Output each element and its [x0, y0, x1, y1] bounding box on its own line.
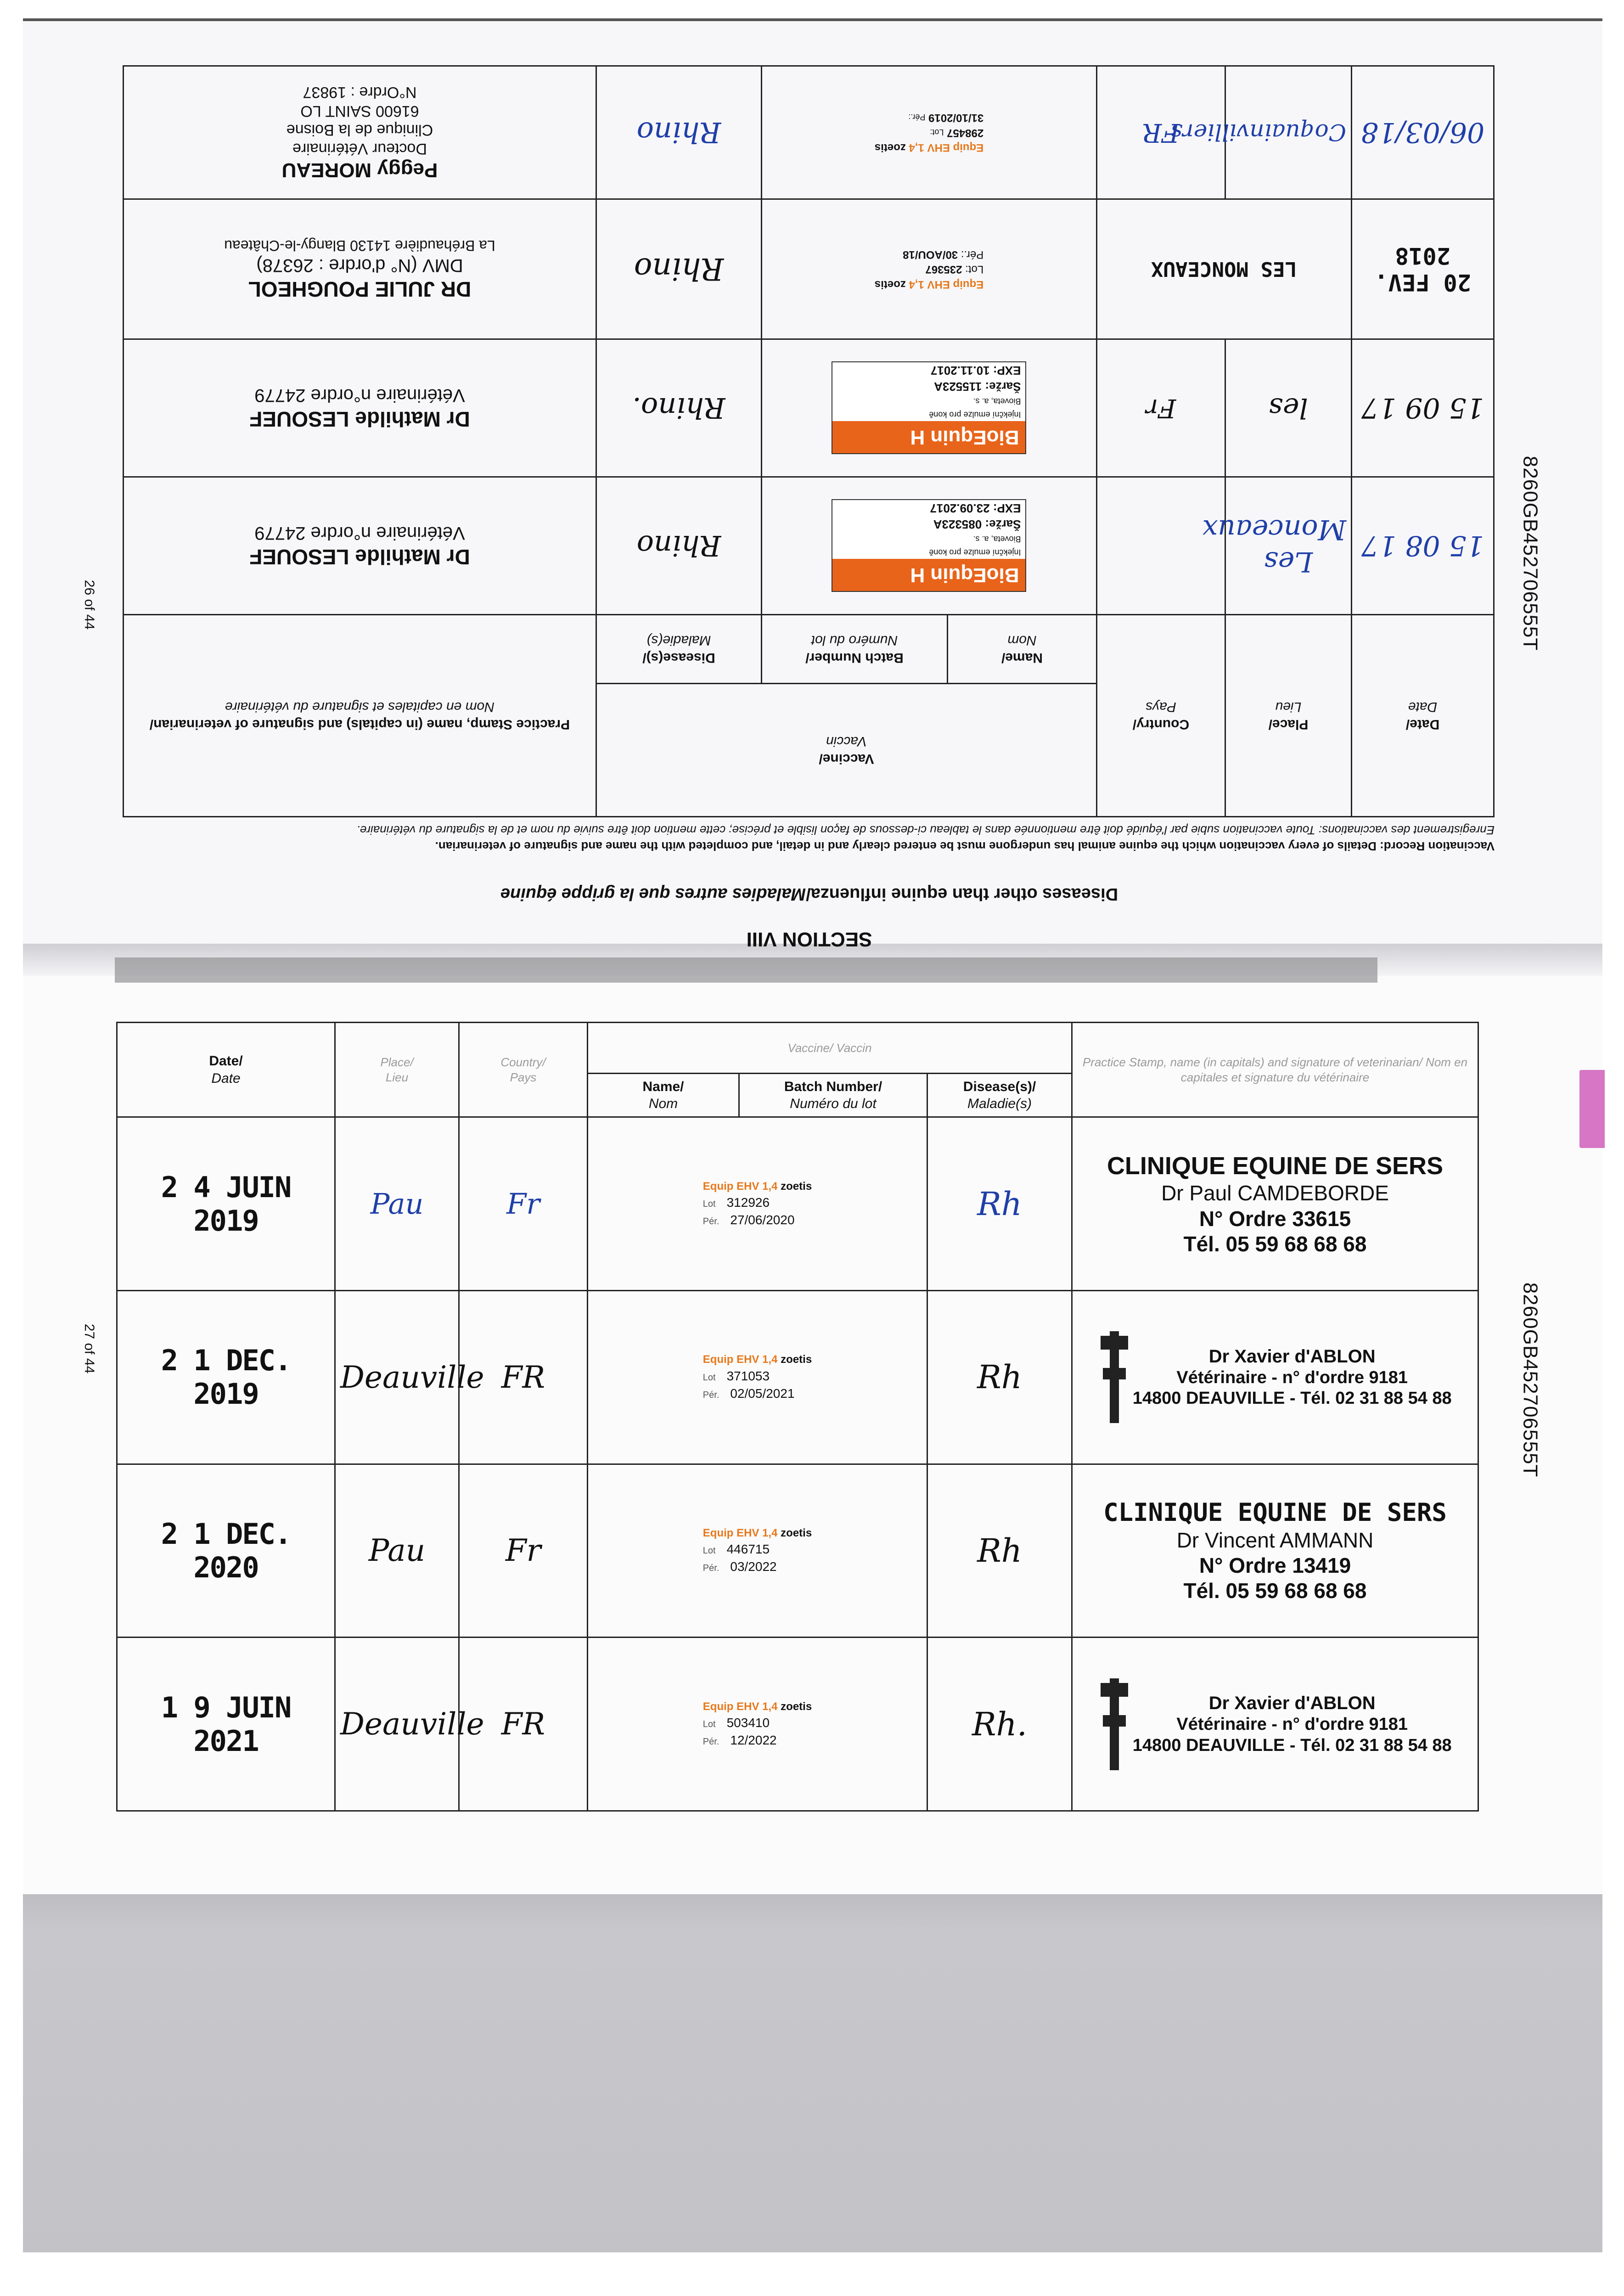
place-cell: les — [1225, 339, 1352, 477]
batch-number: 503410 — [726, 1716, 770, 1730]
header-place: Place/ Lieu — [1225, 615, 1352, 817]
country-cell: Fr — [459, 1117, 588, 1291]
pink-page-tab — [1579, 1070, 1605, 1148]
header-name: Name/ Nom — [948, 615, 1097, 684]
vaccine-brand: Equip EHV 1,4 — [702, 1700, 778, 1713]
date-cell: 2 4 JUIN 2019 — [117, 1117, 335, 1291]
batch-number: 312926 — [726, 1195, 770, 1210]
country-cell — [1097, 477, 1225, 615]
place-cell: Les Monceaux — [1225, 477, 1352, 615]
page-number-lower: 27 of 44 — [82, 1323, 97, 1374]
vet-stamp: Dr Xavier d'ABLON Vétérinaire - n° d'ordre 9181 14800 DEAUVILLE - Tél. 02 31 88 54 88 — [1072, 1291, 1478, 1464]
date-cell: 15 09 17 — [1352, 339, 1494, 477]
vaccine-maker: Bioveta, a. s. — [973, 397, 1021, 406]
table-row — [123, 66, 1494, 199]
header-vaccine: Vaccine/ Vaccin — [588, 1023, 1072, 1074]
table-row — [123, 339, 1494, 477]
vaccine-maker: Bioveta, a. s. — [973, 535, 1021, 544]
clinic-logo-icon — [1098, 1327, 1130, 1428]
header-country: Country/ Pays — [459, 1023, 588, 1117]
expiry: 27/06/2020 — [730, 1212, 795, 1227]
batch-number: 371053 — [726, 1368, 770, 1383]
header-batch: Batch Number/ Numéro du lot — [739, 1073, 927, 1117]
place-cell: Pau — [335, 1464, 459, 1638]
table-row — [117, 1291, 1478, 1464]
date-cell: 20 FEV. 2018 — [1352, 199, 1494, 339]
faint-header-band — [115, 957, 1377, 983]
table-row — [117, 1464, 1478, 1638]
expiry: 30/AOU/18 — [903, 248, 958, 261]
vaccine-label: BioEquin H Injekční emulze pro koně Bioveta, a. s. Šarže: 115523A EXP: 10.11.2017 — [762, 339, 1097, 477]
vet-stamp: Dr Mathilde LESOUEF Vétérinaire n°ordre 24779 — [123, 477, 596, 615]
vet-stamp: Dr Mathilde LESOUEF Vétérinaire n°ordre 24779 — [123, 339, 596, 477]
vaccine-brand: Equip EHV 1,4 — [909, 278, 984, 291]
header-date: Date/ Date — [117, 1023, 335, 1117]
expiry: 10.11.2017 — [930, 364, 990, 378]
batch-number: 115523A — [934, 380, 982, 394]
vaccine-label: Equip EHV 1,4 zoetis 298457 Lot: 31/10/2019 Pér.: — [762, 66, 1097, 199]
date-cell: 2 1 DEC. 2020 — [117, 1464, 335, 1638]
disease-cell: Rhino. — [596, 339, 761, 477]
header-place: Place/ Lieu — [335, 1023, 459, 1117]
vet-stamp: Peggy MOREAU Docteur Vétérinaire Clinique de la Boisne 61600 SAINT LO N°Ordre : 19837 — [123, 66, 596, 199]
table-row — [123, 199, 1494, 339]
page-number-upper: 26 of 44 — [82, 580, 97, 630]
disease-cell: Rh — [927, 1291, 1072, 1464]
upper-vaccination-table — [124, 84, 1495, 817]
header-date: Date/ Date — [1352, 615, 1494, 817]
disease-cell: Rhino — [596, 199, 761, 339]
disease-cell: Rh. — [927, 1638, 1072, 1811]
vaccine-label: BioEquin H Injekční emulze pro koně Bioveta, a. s. Šarže: 085323A EXP: 23.09.2017 — [762, 477, 1097, 615]
vet-stamp: CLINIQUE EQUINE DE SERS Dr Vincent AMMANN N° Ordre 13419 Tél. 05 59 68 68 68 — [1072, 1464, 1478, 1638]
vet-stamp: CLINIQUE EQUINE DE SERS Dr Paul CAMDEBORDE N° Ordre 33615 Tél. 05 59 68 68 68 — [1072, 1117, 1478, 1291]
country-cell: Fr — [1097, 339, 1225, 477]
vaccine-desc: Injekční emulze pro koně — [929, 548, 1021, 557]
country-cell: Fr — [459, 1464, 588, 1638]
clinic-logo-icon — [1098, 1674, 1130, 1775]
place-cell: Pau — [335, 1117, 459, 1291]
vaccine-desc: Injekční emulze pro koně — [929, 410, 1021, 420]
table-row — [117, 1117, 1478, 1291]
expiry: 03/2022 — [730, 1559, 777, 1574]
country-cell: FR — [459, 1638, 588, 1811]
date-cell: 06/03/18 — [1352, 66, 1494, 199]
passport-number-lower: 8260GB452706555T — [1519, 1282, 1542, 1478]
header-disease: Disease(s)/ Maladie(s) — [927, 1073, 1072, 1117]
disease-cell: Rh — [927, 1117, 1072, 1291]
header-batch: Batch Number/ Numéro du lot — [762, 615, 948, 684]
table-row — [123, 477, 1494, 615]
table-row — [117, 1638, 1478, 1811]
header-disease: Disease(s)/ Maladie(s) — [596, 615, 761, 684]
batch-number: 085323A — [933, 518, 982, 532]
scanner-background — [23, 1894, 1602, 2252]
place-cell: Coquainvilliers — [1225, 66, 1352, 199]
vaccine-brand: Equip EHV 1,4 — [702, 1353, 778, 1366]
vaccine-brand: BioEquin H — [833, 422, 1026, 454]
vaccine-brand: Equip EHV 1,4 — [909, 141, 984, 154]
vaccine-label: Equip EHV 1,4 zoetis Lot: 235367 Pér.: 30/AOU/18 — [762, 199, 1097, 339]
date-cell: 15 08 17 — [1352, 477, 1494, 615]
place-cell: Deauville — [335, 1291, 459, 1464]
lower-vaccination-table — [116, 1022, 1478, 1812]
expiry: 31/10/2019 — [928, 112, 984, 124]
header-stamp: Practice Stamp, name (in capitals) and signature of veterinarian/ Nom en capitales et signature du vétérinaire — [123, 615, 596, 817]
section-title: SECTION VIII — [746, 928, 872, 951]
vet-stamp: DR JULIE POUGHEOL DMV (N° d'ordre : 26378) La Bréhaudière 14130 Blangy-le-Château — [123, 199, 596, 339]
vaccine-brand: BioEquin H — [833, 559, 1026, 591]
expiry: 12/2022 — [730, 1733, 777, 1747]
country-cell: FR — [1097, 66, 1225, 199]
batch-number: 446715 — [726, 1542, 770, 1557]
place-cell: Deauville — [335, 1638, 459, 1811]
vaccine-brand: Equip EHV 1,4 — [702, 1180, 778, 1193]
header-vaccine: Vaccine/ Vaccin — [596, 684, 1096, 817]
disease-cell: Rh — [927, 1464, 1072, 1638]
expiry: 23.09.2017 — [930, 501, 990, 516]
date-cell: 2 1 DEC. 2019 — [117, 1291, 335, 1464]
header-name: Name/ Nom — [588, 1073, 739, 1117]
date-cell: 1 9 JUIN 2021 — [117, 1638, 335, 1811]
vaccine-label: Equip EHV 1,4 zoetis Lot 312926 Pér. 27/06/2020 — [588, 1117, 927, 1291]
vaccination-note: Vaccination Record: Details of every vaccination which the equine animal has undergone must be entered clearly and in detail, and completed with the name and signature of veterinarian. Enregistrement des vaccinations: Toute vaccination subie par l'équidé doit être mentionnée dans le tableau ci-dessous de façon lisible et précise; cette mention doit être suivie du nom et de la signature du vétérinaire. — [356, 823, 1495, 854]
disease-cell: Rhino — [596, 477, 761, 615]
header-country: Country/ Pays — [1097, 615, 1225, 817]
section-subtitle: Diseases other than equine influenza/Maladies autres que la grippe équine — [500, 884, 1118, 904]
place-cell: LES MONCEAUX — [1097, 199, 1352, 339]
expiry: 02/05/2021 — [730, 1386, 795, 1401]
vaccine-label: Equip EHV 1,4 zoetis Lot 371053 Pér. 02/05/2021 — [588, 1291, 927, 1464]
vet-stamp: Dr Xavier d'ABLON Vétérinaire - n° d'ordre 9181 14800 DEAUVILLE - Tél. 02 31 88 54 88 — [1072, 1638, 1478, 1811]
passport-number-upper: 8260GB452706555T — [1519, 456, 1542, 651]
disease-cell: Rhino — [596, 66, 761, 199]
vaccine-label: Equip EHV 1,4 zoetis Lot 503410 Pér. 12/2022 — [588, 1638, 927, 1811]
country-cell: FR — [459, 1291, 588, 1464]
vaccine-label: Equip EHV 1,4 zoetis Lot 446715 Pér. 03/2022 — [588, 1464, 927, 1638]
header-stamp: Practice Stamp, name (in capitals) and signature of veterinarian/ Nom en capitales et signature du vétérinaire — [1072, 1023, 1478, 1117]
batch-number: 298457 — [947, 126, 984, 139]
vaccine-brand: Equip EHV 1,4 — [702, 1526, 778, 1539]
batch-number: 235367 — [925, 263, 962, 276]
